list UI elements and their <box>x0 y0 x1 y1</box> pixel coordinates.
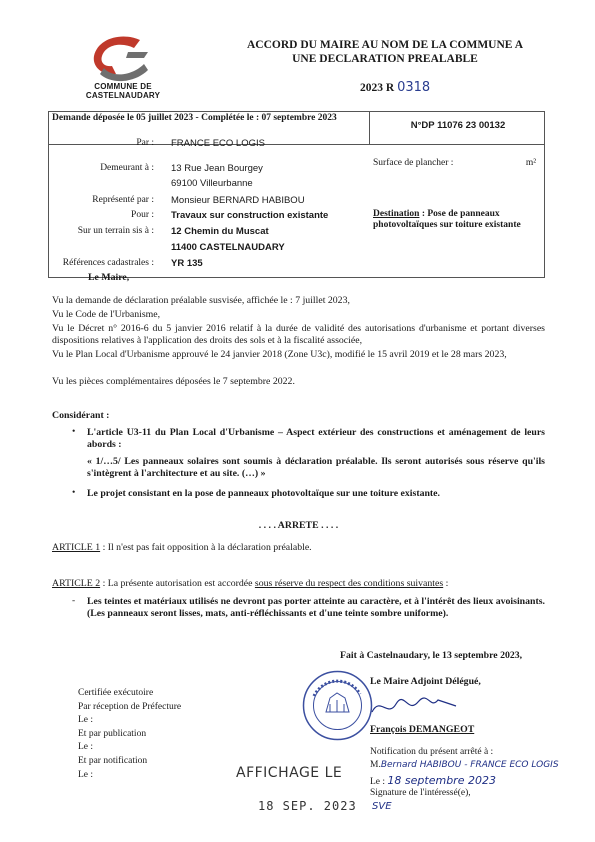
surface-unit: m² <box>525 158 537 168</box>
vu-decret: Vu le Décret n° 2016-6 du 5 janvier 2016 relatif à la durée de validité des autorisations d'urbanisme et portant diverses dispositions relatives à l'application des droits des sols et à la fiscalité associée, <box>52 323 545 346</box>
title-line1: ACCORD DU MAIRE AU NOM DE LA COMMUNE A <box>247 39 523 51</box>
fait-a: Fait à Castelnaudary, le 13 septembre 2023, <box>340 650 523 661</box>
bullet: • <box>72 488 76 498</box>
document-title <box>210 38 560 66</box>
dp-number: N°DP 11076 23 00132 <box>410 120 506 131</box>
affichage-stamp-date: 18 SEP. 2023 <box>258 799 357 813</box>
le-maire: Le Maire, <box>88 272 130 283</box>
vu-code: Vu le Code de l'Urbanisme, <box>52 309 161 320</box>
signature-interesse: Signature de l'intéressé(e), <box>370 788 471 798</box>
article-2-condition-label: sous réserve du respect des conditions suivantes <box>254 578 444 589</box>
represente-value: Monsieur BERNARD HABIBOU <box>171 195 305 206</box>
destination-value: : Pose de panneaux photovoltaïques sur toiture existante <box>373 209 521 230</box>
handwritten-signature <box>368 692 463 722</box>
article-2-label: ARTICLE 2 <box>52 578 101 589</box>
par-label: Par : <box>136 138 154 148</box>
considerant-projet: Le projet consistant en la pose de panneaux photovoltaïque sur une toiture existante. <box>87 488 440 499</box>
affichage-stamp-label: AFFICHAGE LE <box>236 765 343 781</box>
recipient-handwritten: Bernard HABIBOU - FRANCE ECO LOGIS <box>380 760 559 770</box>
considerant-quote: « 1/…5/ Les panneaux solaires sont soumis à déclaration préalable. Ils seront autorisés sous réserve qu'ils s'intègrent à l'architecture et au site. (…) » <box>87 456 545 479</box>
par-publication: Et par publication <box>78 728 147 739</box>
destination-label: Destination <box>373 209 420 219</box>
title-line2: UNE DECLARATION PREALABLE <box>292 53 478 65</box>
signatory-role: Le Maire Adjoint Délégué, <box>370 676 481 687</box>
logo-line2: CASTELNAUDARY <box>85 91 161 100</box>
demeurant-label: Demeurant à : <box>100 163 154 173</box>
sve-handwritten: SVE <box>372 801 392 812</box>
considerant-heading: Considérant : <box>52 410 110 421</box>
article-1-text: : Il n'est pas fait opposition à la déclaration préalable. <box>100 542 312 553</box>
commune-logo-text <box>78 82 168 100</box>
municipal-seal-stamp <box>300 668 375 743</box>
date-prefecture: Le : <box>78 715 94 726</box>
dash-bullet: - <box>72 596 76 606</box>
ref-handwritten-number: 0318 <box>397 80 431 95</box>
condition-text: Les teintes et matériaux utilisés ne devront pas porter atteinte au caractère, et à l'intérêt des lieux avoisinants. (Les panneaux seront lisses, mats, anti-réfléchissants et d'une teinte sombre uniforme). <box>87 596 545 619</box>
represente-label: Représenté par : <box>92 195 154 205</box>
reception-prefecture: Par réception de Préfecture <box>78 701 182 712</box>
certifiee-executoire: Certifiée exécutoire <box>78 688 154 698</box>
notification-recipient <box>370 760 559 770</box>
article-1-label: ARTICLE 1 <box>52 542 101 553</box>
par-notification: Et par notification <box>78 755 148 766</box>
article-2-end: : <box>443 578 449 589</box>
arrete-heading: . . . . ARRETE . . . . <box>258 520 339 531</box>
surface-plancher <box>373 158 536 168</box>
pour-label: Pour : <box>131 210 154 220</box>
address-line2: 69100 Villeurbanne <box>171 178 253 189</box>
address-line1: 13 Rue Jean Bourgey <box>171 163 263 174</box>
pour-value: Travaux sur construction existante <box>171 210 329 221</box>
deposit-date: Demande déposée le 05 juillet 2023 - Complétée le : 07 septembre 2023 <box>52 113 337 123</box>
logo-line1: COMMUNE DE <box>94 82 152 91</box>
date-notification: Le : <box>78 769 94 780</box>
vu-plu: Vu le Plan Local d'Urbanisme approuvé le 24 janvier 2018 (Zone U3c), modifié le 15 avril 2019 et le 28 mars 2023, <box>52 349 507 360</box>
executory-block <box>78 687 181 782</box>
terrain-line1: 12 Chemin du Muscat <box>171 226 269 237</box>
refcad-value: YR 135 <box>171 258 203 269</box>
notification-heading: Notification du présent arrêté à : <box>370 747 494 757</box>
signatory-name: François DEMANGEOT <box>370 724 475 735</box>
terrain-label: Sur un terrain sis à : <box>77 226 154 236</box>
box-divider-vertical <box>369 111 370 144</box>
terrain-line2: 11400 CASTELNAUDARY <box>171 242 285 253</box>
notification-date <box>370 774 496 787</box>
surface-label: Surface de plancher : <box>373 158 454 168</box>
refcad-label: Références cadastrales : <box>62 258 154 268</box>
article-1 <box>52 542 545 554</box>
vu-pieces: Vu les pièces complémentaires déposées le 7 septembre 2022. <box>52 376 295 387</box>
ref-prefix: 2023 R <box>360 82 395 94</box>
arrete-reference <box>360 80 430 95</box>
article-2-text: : La présente autorisation est accordée <box>100 578 255 589</box>
notification-date-handwritten: 18 septembre 2023 <box>387 774 496 787</box>
bullet: • <box>72 427 76 437</box>
vu-demande: Vu la demande de déclaration préalable susvisée, affichée le : 7 juillet 2023, <box>52 295 350 306</box>
par-value: FRANCE ECO LOGIS <box>171 138 265 149</box>
notification-date-prefix: Le : <box>370 777 386 787</box>
considerant-article: L'article U3-11 du Plan Local d'Urbanisme – Aspect extérieur des constructions et aménagement de leurs abords : <box>87 427 545 450</box>
article-2 <box>52 578 545 590</box>
date-publication: Le : <box>78 742 94 753</box>
recipient-prefix: M. <box>370 760 381 770</box>
destination <box>373 209 538 231</box>
